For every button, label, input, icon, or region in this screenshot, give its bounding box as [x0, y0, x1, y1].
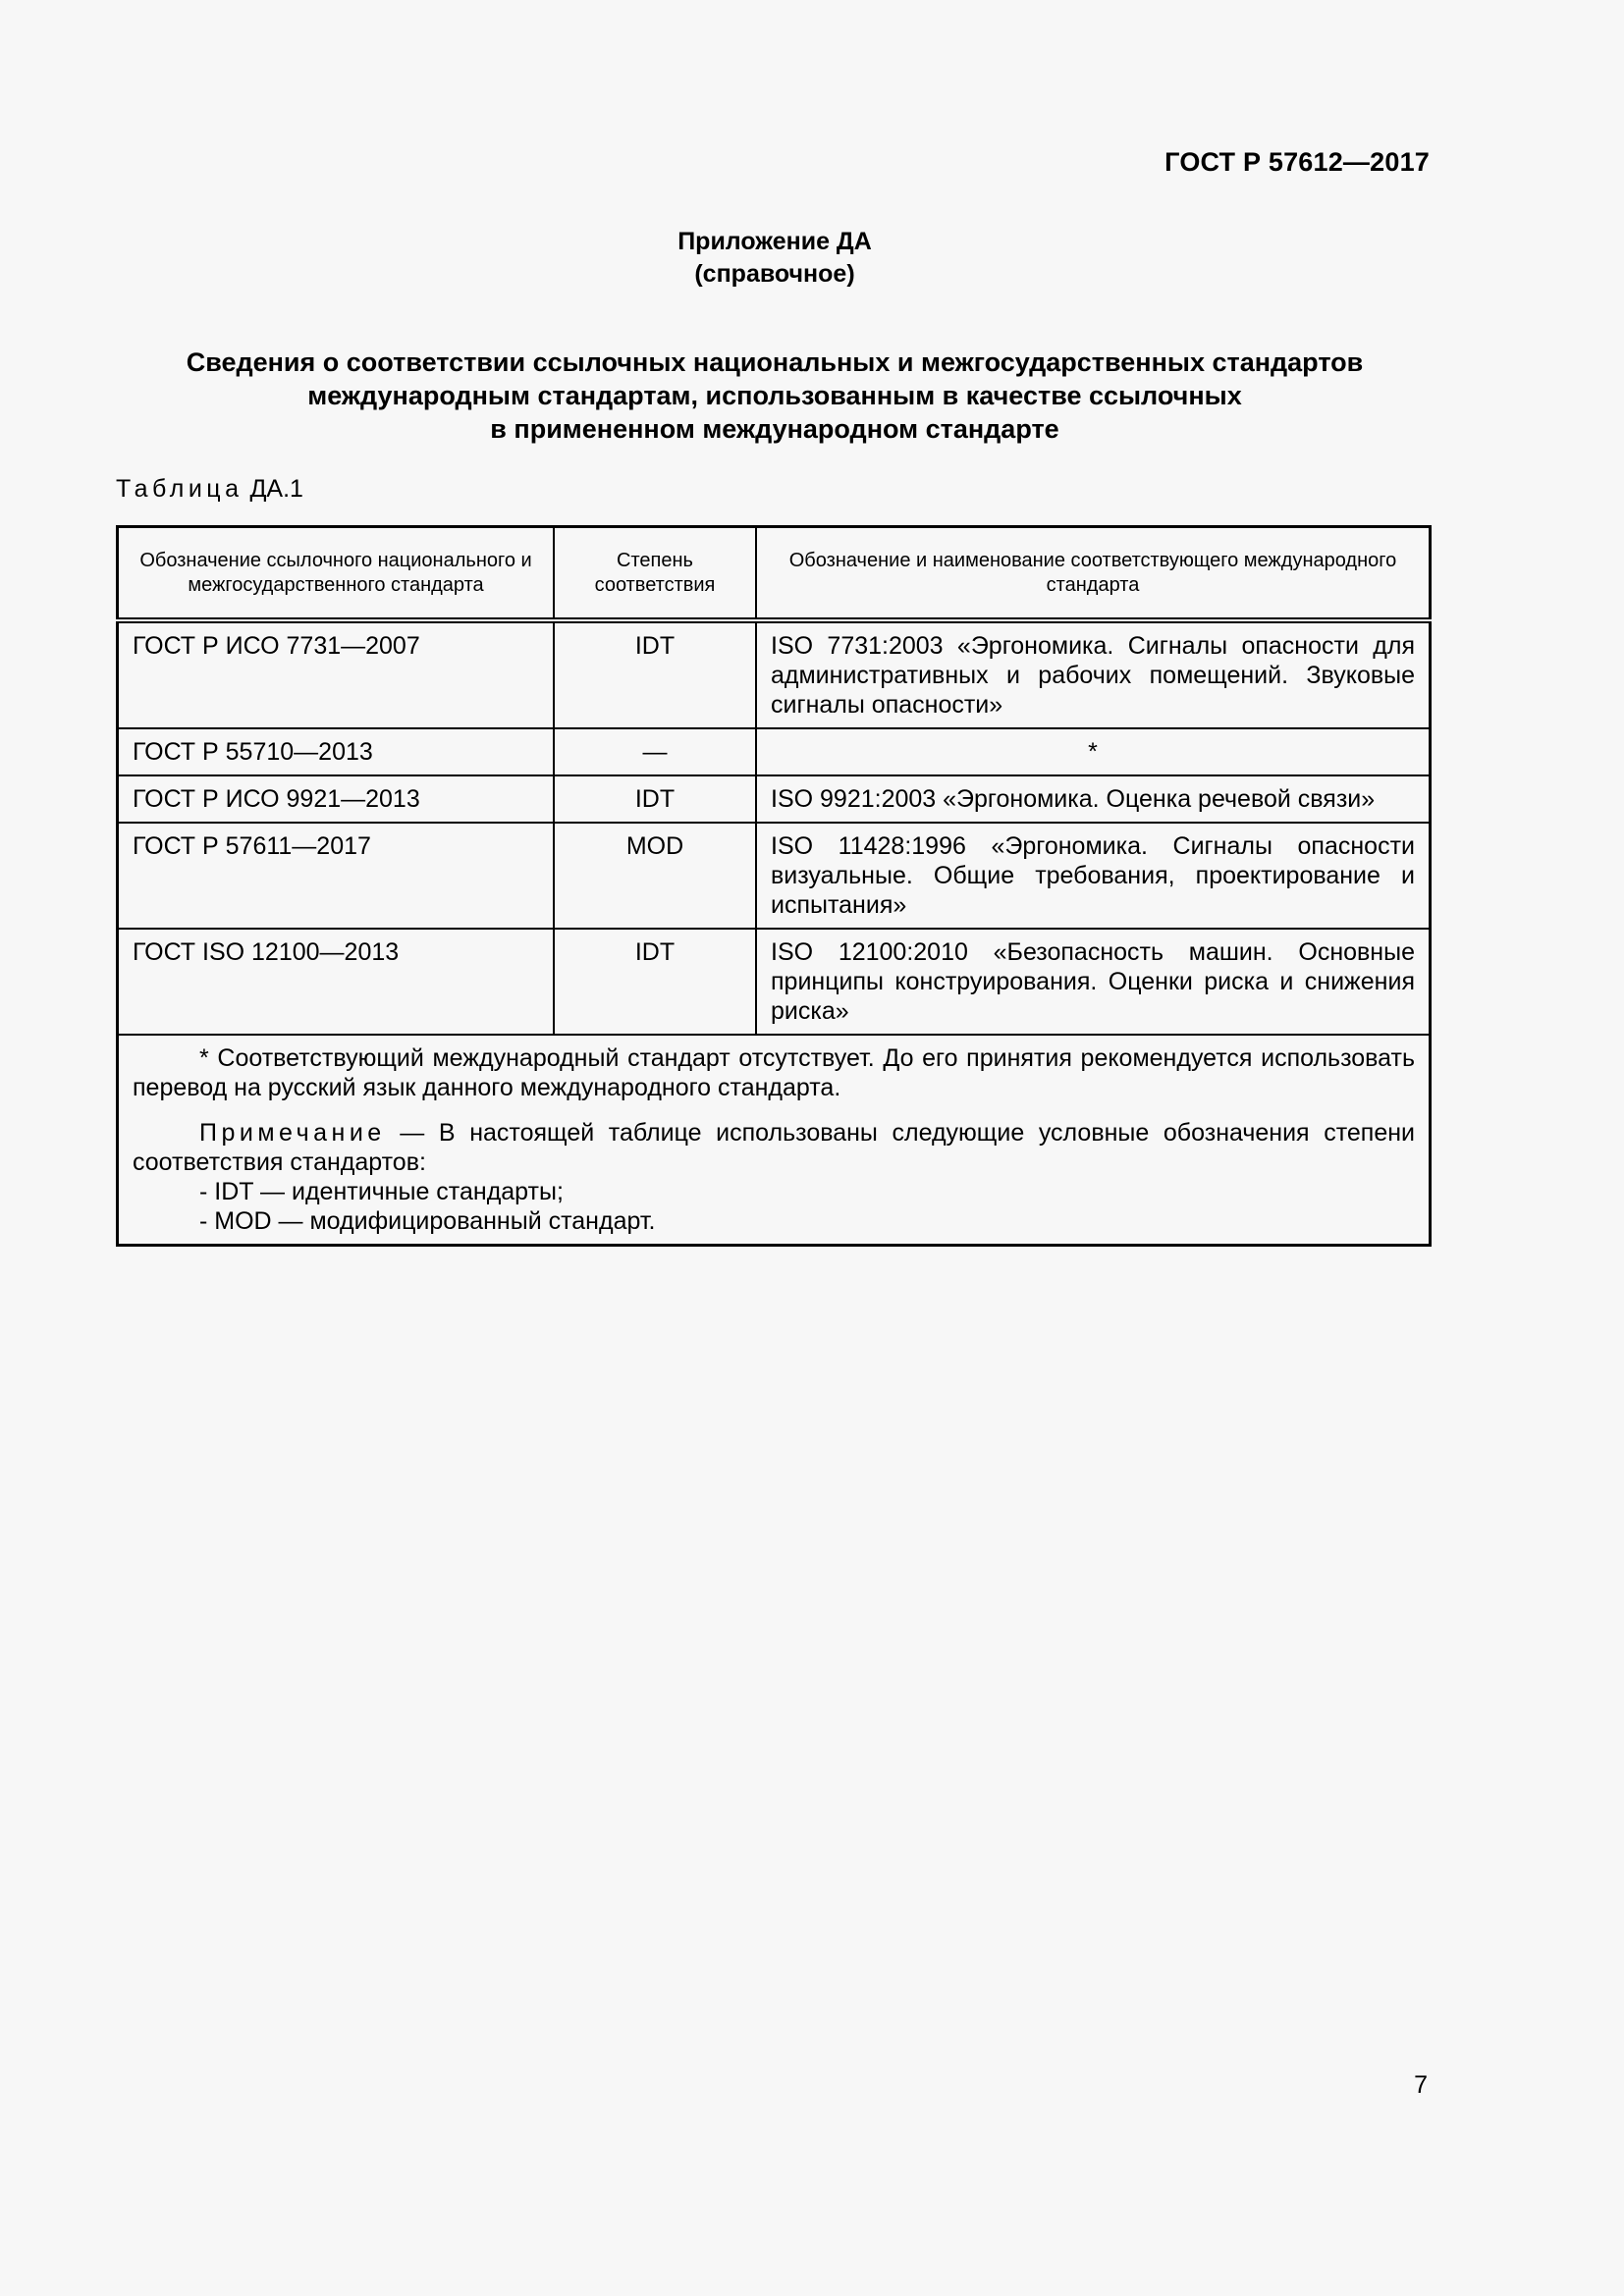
- table-header-row: [118, 527, 1431, 621]
- page-number: 7: [1414, 2071, 1428, 2099]
- note-label: Примечание: [199, 1119, 386, 1147]
- cell-national: ГОСТ Р 55710—2013: [118, 728, 555, 775]
- note-list-item: - IDT — идентичные стандарты;: [199, 1178, 564, 1205]
- table-footer: [118, 1035, 1431, 1246]
- header-degree: Степень соответствия: [554, 527, 756, 621]
- note-text: — В настоящей таблице использованы следующие условные обозначения степени соответствия стандартов:: [133, 1119, 1415, 1176]
- footnote: * Соответствующий международный стандарт отсутствует. До его принятия рекомендуется использовать перевод на русский язык данного международного стандарта.: [133, 1044, 1415, 1101]
- cell-national: ГОСТ Р ИСО 7731—2007: [118, 620, 555, 728]
- cell-international: ISO 11428:1996 «Эргономика. Сигналы опасности визуальные. Общие требования, проектирование и испытания»: [756, 823, 1431, 929]
- note-list-item: - MOD — модифицированный стандарт.: [199, 1207, 656, 1235]
- table-footer-row: [118, 1035, 1431, 1246]
- table-row: [118, 728, 1431, 775]
- cell-degree: MOD: [554, 823, 756, 929]
- table-row: [118, 823, 1431, 929]
- table-row: [118, 929, 1431, 1035]
- standards-table: [116, 525, 1432, 1247]
- document-code: ГОСТ Р 57612—2017: [1164, 147, 1430, 177]
- cell-degree: IDT: [554, 620, 756, 728]
- section-title-line-1: Сведения о соответствии ссылочных национальных и межгосударственных стандартов: [186, 347, 1364, 377]
- header-national-standard: Обозначение ссылочного национального и межгосударственного стандарта: [118, 527, 555, 621]
- cell-international: ISO 12100:2010 «Безопасность машин. Основные принципы конструирования. Оценки риска и снижения риска»: [756, 929, 1431, 1035]
- table-row: [118, 620, 1431, 728]
- section-title: [0, 346, 1549, 446]
- cell-international: *: [756, 728, 1431, 775]
- cell-degree: IDT: [554, 775, 756, 823]
- cell-international: ISO 7731:2003 «Эргономика. Сигналы опасности для административных и рабочих помещений. Звуковые сигналы опасности»: [756, 620, 1431, 728]
- annex-subtitle: (справочное): [694, 260, 855, 288]
- cell-degree: IDT: [554, 929, 756, 1035]
- table-caption: [116, 475, 303, 504]
- table-caption-label: Таблица: [116, 475, 244, 503]
- note: [133, 1118, 1415, 1177]
- cell-national: ГОСТ ISO 12100—2013: [118, 929, 555, 1035]
- cell-national: ГОСТ Р ИСО 9921—2013: [118, 775, 555, 823]
- section-title-line-2: международным стандартам, использованным в качестве ссылочных: [307, 381, 1242, 410]
- cell-international: ISO 9921:2003 «Эргономика. Оценка речевой связи»: [756, 775, 1431, 823]
- table-row: [118, 775, 1431, 823]
- section-title-line-3: в примененном международном стандарте: [490, 414, 1059, 444]
- header-international-standard: Обозначение и наименование соответствующего международного стандарта: [756, 527, 1431, 621]
- annex-title: Приложение ДА: [677, 228, 872, 255]
- cell-degree: —: [554, 728, 756, 775]
- annex-heading: [0, 226, 1549, 291]
- cell-national: ГОСТ Р 57611—2017: [118, 823, 555, 929]
- table-caption-number: ДА.1: [249, 475, 303, 503]
